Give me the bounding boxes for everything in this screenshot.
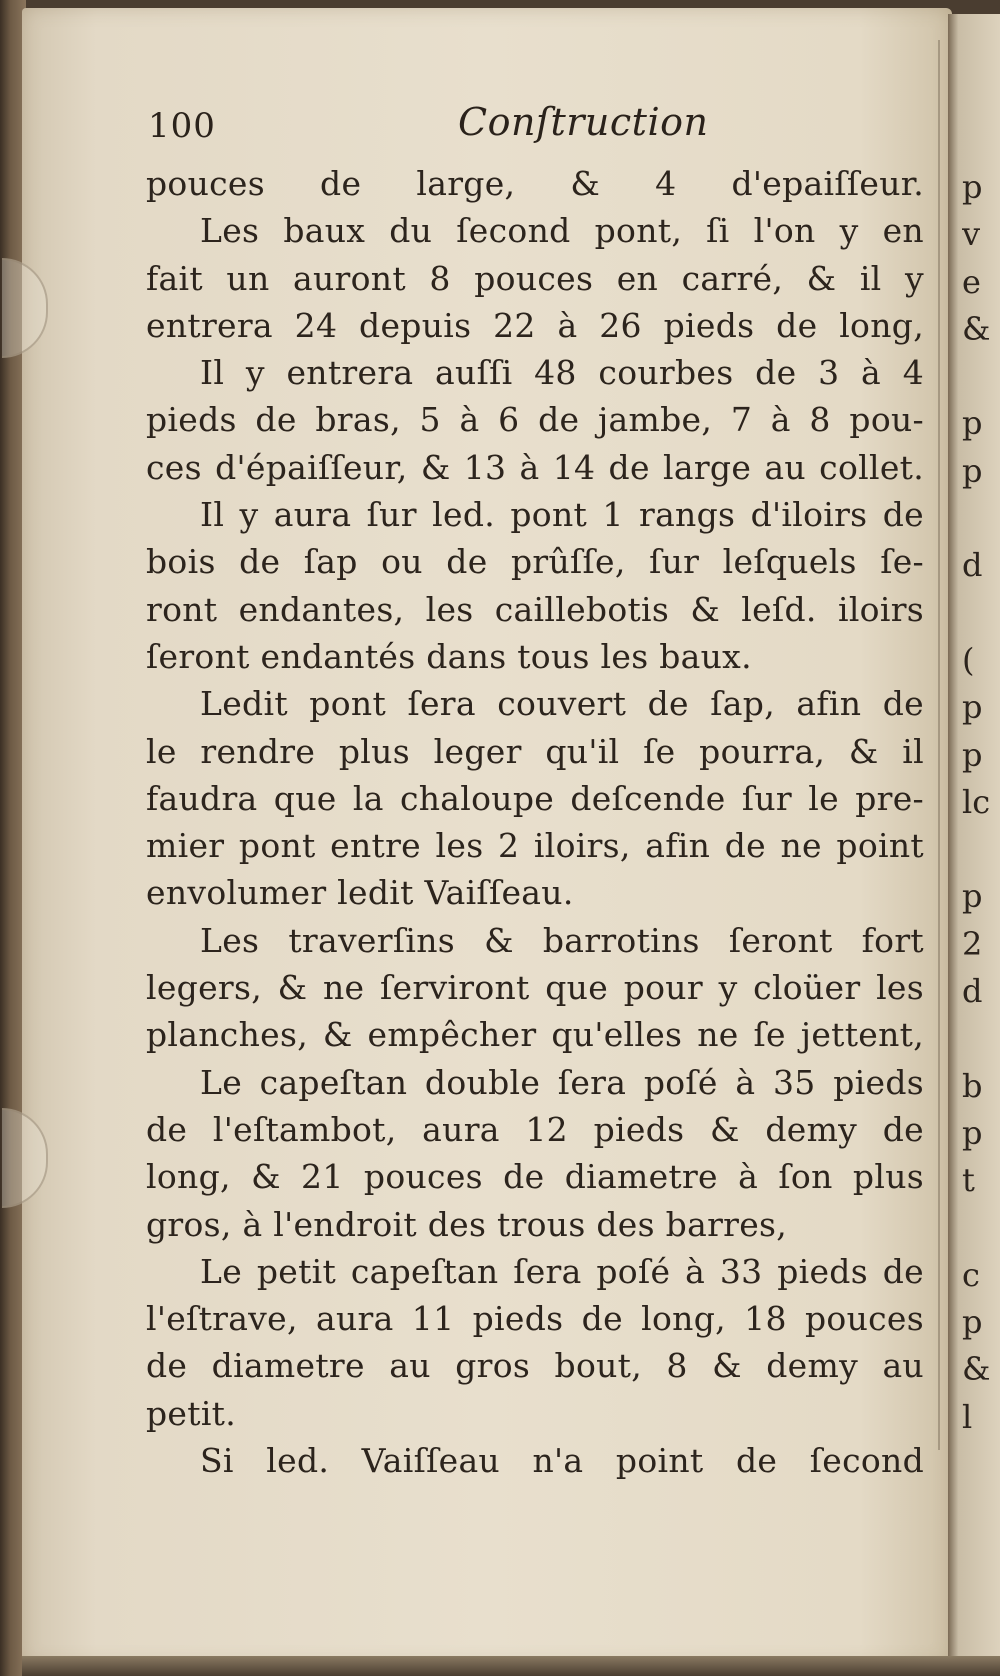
- text-line: Le capeſtan double ſera poſé à 35 pieds: [200, 1062, 924, 1102]
- text-line: ront endantes, les caillebotis & leſd. iloirs: [146, 589, 924, 629]
- fragment: [962, 1205, 998, 1252]
- text-line: envolumer ledit Vaiſſeau.: [146, 873, 574, 913]
- fragment: v: [962, 215, 981, 254]
- text-line: ces d'épaiſſeur, & 13 à 14 de large au collet.: [146, 447, 924, 487]
- fragment: p: [962, 168, 983, 206]
- text-line: Ledit pont ſera couvert de ſap, afin de: [200, 684, 924, 724]
- fragment: &: [962, 309, 991, 348]
- fragment: b: [962, 1066, 983, 1105]
- text-line: Les traverſins & barrotins ſeront fort: [200, 920, 924, 960]
- text-line: legers, & ne ſerviront que pour y cloüer les: [146, 968, 924, 1008]
- fragment: p: [962, 451, 983, 490]
- fragment: [962, 590, 998, 637]
- fragment: p: [962, 735, 983, 774]
- fragment: p: [962, 1303, 983, 1342]
- fragment: (: [962, 640, 975, 679]
- bottom-page-edge: [22, 1656, 1000, 1676]
- text-line: pouces de large, & 4 d'epaiſſeur.: [146, 164, 924, 203]
- text-line: faudra que la chaloupe deſcende ſur le pre-: [146, 778, 924, 818]
- text-line: pieds de bras, 5 à 6 de jambe, 7 à 8 pou-: [146, 400, 924, 440]
- text-line: Si led. Vaiſſeau n'a point de ſecond: [200, 1441, 924, 1481]
- text-line: petit.: [146, 1393, 237, 1433]
- text-line: le rendre plus leger qu'il ſe pourra, & il: [146, 731, 924, 771]
- body-text: [146, 160, 924, 1484]
- text-line: long, & 21 pouces de diametre à ſon plus: [146, 1157, 924, 1197]
- fragment: p: [962, 688, 983, 727]
- text-line: bois de ſap ou de prûſſe, ſur leſquels ſe-: [146, 542, 924, 582]
- text-line: Le petit capeſtan ſera poſé à 33 pieds de: [200, 1251, 924, 1291]
- text-line: de l'eſtambot, aura 12 pieds & demy de: [146, 1109, 924, 1149]
- page-gutter-line: [938, 40, 940, 1450]
- text-line: Il y aura ſur led. pont 1 rangs d'iloirs de: [200, 495, 924, 535]
- fragment: &: [962, 1350, 991, 1389]
- text-line: l'eſtrave, aura 11 pieds de long, 18 pouces: [146, 1299, 924, 1339]
- text-line: fait un auront 8 pouces en carré, & il y: [146, 258, 924, 298]
- fragment: d: [962, 972, 983, 1011]
- text-line: mier pont entre les 2 iloirs, afin de ne point: [146, 826, 924, 866]
- fragment: d: [962, 546, 983, 585]
- fragment: [962, 1015, 998, 1062]
- fragment: [962, 353, 998, 400]
- fragment: p: [962, 877, 983, 916]
- text-line: ſeront endantés dans tous les baux.: [146, 636, 752, 676]
- fragment: p: [962, 404, 983, 443]
- fragment: t: [962, 1161, 975, 1200]
- fragment: 2: [962, 924, 983, 963]
- running-title: Conſtruction: [458, 100, 709, 144]
- page-header: [140, 100, 930, 160]
- fragment: e: [962, 262, 981, 301]
- fragment: l: [962, 1397, 973, 1436]
- fragment: lc: [962, 782, 991, 821]
- fragment: [962, 826, 998, 873]
- text-line: entrera 24 depuis 22 à 26 pieds de long,: [146, 305, 924, 345]
- facing-page-text-fragments: [962, 164, 998, 1441]
- text-line: gros, à l'endroit des trous des barres,: [146, 1204, 788, 1244]
- fragment: [962, 495, 998, 542]
- fragment: p: [962, 1113, 983, 1152]
- text-line: Les baux du ſecond pont, ſi l'on y en: [200, 211, 924, 251]
- text-line: Il y entrera auſſi 48 courbes de 3 à 4: [200, 353, 924, 393]
- text-line: planches, & empêcher qu'elles ne ſe jettent,: [146, 1015, 924, 1055]
- fragment: c: [962, 1255, 980, 1294]
- text-line: de diametre au gros bout, 8 & demy au: [146, 1346, 924, 1386]
- page-number: 100: [148, 106, 216, 146]
